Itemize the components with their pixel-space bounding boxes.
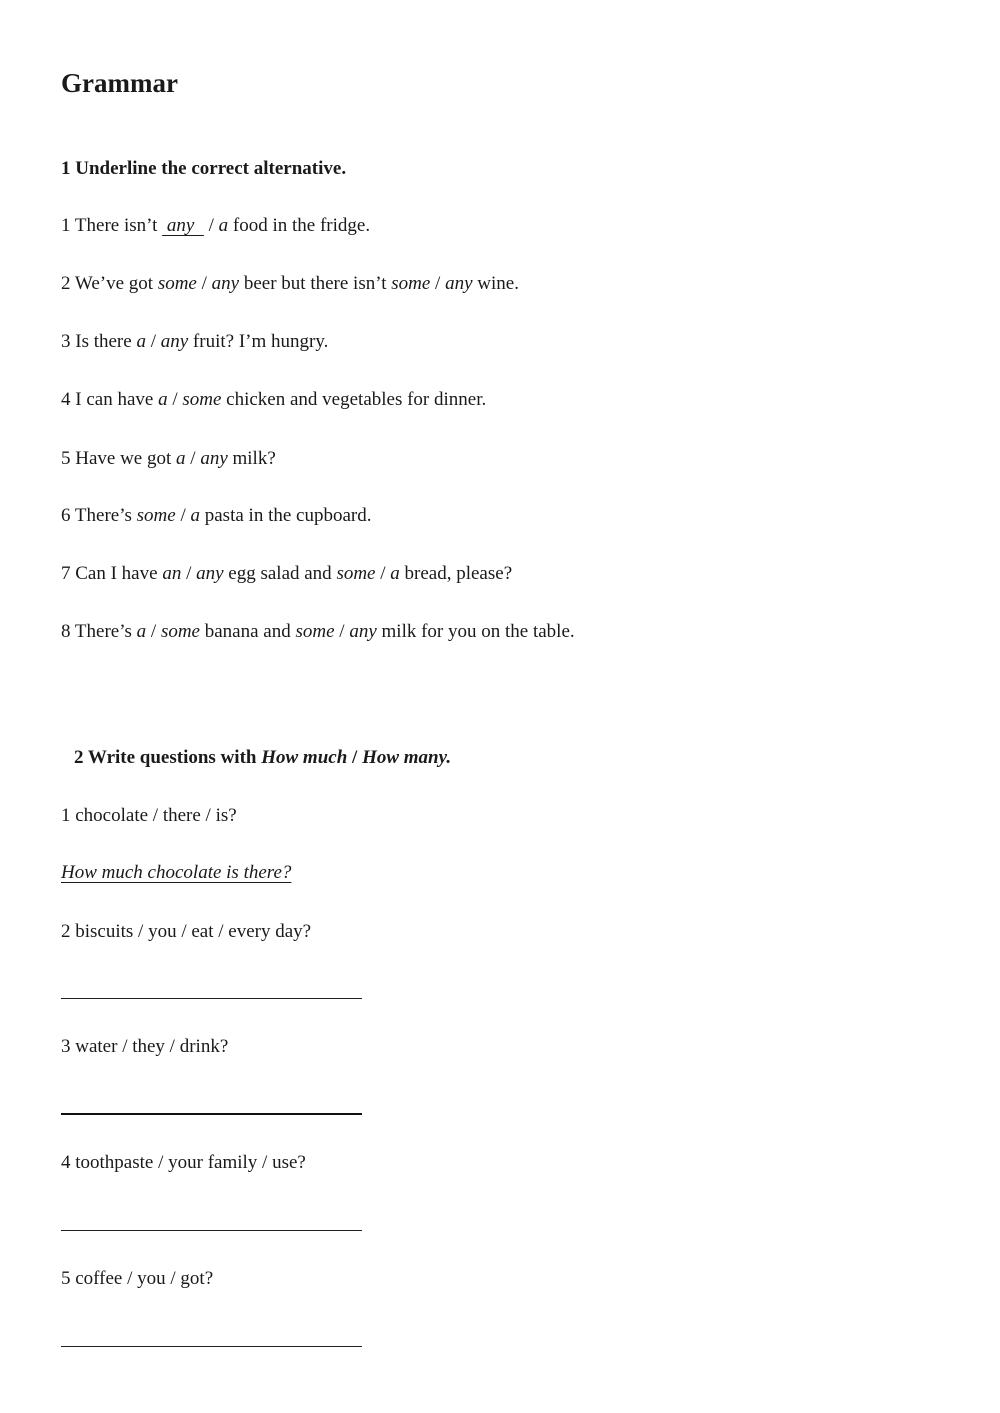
ex1-item-3 bbox=[61, 331, 328, 353]
alternative-option[interactable]: an bbox=[162, 563, 182, 584]
sentence-text: / bbox=[334, 621, 350, 642]
ex1-item-7 bbox=[61, 563, 512, 585]
ex2-prompt-4: 4 toothpaste / your family / use? bbox=[61, 1152, 306, 1173]
exercise-2-heading bbox=[74, 747, 451, 769]
alternative-option[interactable]: some bbox=[136, 505, 176, 526]
item-number: 5 bbox=[61, 448, 71, 469]
sentence-text: milk for you on the table. bbox=[376, 621, 575, 642]
heading-separator: / bbox=[347, 747, 363, 768]
ex1-item-1 bbox=[61, 215, 370, 237]
ex2-answer-blank-3[interactable] bbox=[61, 1113, 362, 1115]
ex2-prompt-3: 3 water / they / drink? bbox=[61, 1036, 229, 1057]
ex2-answer-blank-4[interactable] bbox=[61, 1230, 362, 1231]
sentence-text: pasta in the cupboard. bbox=[200, 505, 372, 526]
sentence-text: beer but there isn’t bbox=[239, 273, 392, 294]
alternative-option[interactable]: a bbox=[158, 389, 168, 410]
sentence-text: I can have bbox=[75, 389, 159, 410]
sentence-text: / bbox=[203, 215, 219, 236]
heading-text: 2 Write questions with bbox=[74, 747, 262, 768]
sentence-text: Have we got bbox=[75, 448, 177, 469]
ex2-answer-1: How much chocolate is there? bbox=[61, 862, 292, 883]
heading-how-much: How much bbox=[261, 747, 348, 768]
ex2-prompt-1: 1 chocolate / there / is? bbox=[61, 805, 237, 826]
item-number: 8 bbox=[61, 621, 71, 642]
sentence-text: / bbox=[167, 389, 183, 410]
alternative-option[interactable]: some bbox=[391, 273, 431, 294]
sentence-text: wine. bbox=[472, 273, 519, 294]
sentence-text: There’s bbox=[74, 505, 137, 526]
sentence-text: There isn’t bbox=[74, 215, 163, 236]
item-number: 1 bbox=[61, 215, 71, 236]
alternative-option[interactable]: any bbox=[200, 448, 228, 469]
sentence-text: There’s bbox=[74, 621, 137, 642]
alternative-option[interactable]: some bbox=[336, 563, 376, 584]
alternative-option[interactable]: any bbox=[445, 273, 473, 294]
sentence-text: We’ve got bbox=[74, 273, 158, 294]
exercise-1-heading: 1 Underline the correct alternative. bbox=[61, 158, 347, 179]
ex2-prompt-5: 5 coffee / you / got? bbox=[61, 1268, 214, 1289]
heading-how-many: How many. bbox=[362, 747, 452, 768]
sentence-text: / bbox=[185, 448, 201, 469]
alternative-option[interactable]: some bbox=[157, 273, 197, 294]
ex1-item-2 bbox=[61, 273, 519, 295]
alternative-option[interactable]: a bbox=[136, 331, 146, 352]
alternative-option[interactable]: any bbox=[160, 331, 189, 352]
item-number: 4 bbox=[61, 389, 71, 410]
item-number: 6 bbox=[61, 505, 71, 526]
ex1-item-4 bbox=[61, 389, 486, 411]
alternative-option[interactable]: a bbox=[190, 505, 200, 526]
alternative-option[interactable]: any bbox=[349, 621, 377, 642]
page-title: Grammar bbox=[61, 68, 178, 98]
alternative-option[interactable]: some bbox=[160, 621, 200, 642]
alternative-option[interactable]: a bbox=[176, 448, 186, 469]
sentence-text: banana and bbox=[200, 621, 296, 642]
ex2-answer-blank-5[interactable] bbox=[61, 1346, 362, 1347]
sentence-text: / bbox=[196, 273, 212, 294]
sentence-text: milk? bbox=[227, 448, 276, 469]
alternative-option[interactable]: a bbox=[390, 563, 400, 584]
sentence-text: Can I have bbox=[75, 563, 163, 584]
sentence-text: food in the fridge. bbox=[228, 215, 371, 236]
ex2-answer-blank-2[interactable] bbox=[61, 998, 362, 999]
sentence-text: / bbox=[430, 273, 446, 294]
alternative-option[interactable]: a bbox=[218, 215, 229, 236]
alternative-option[interactable]: some bbox=[295, 621, 335, 642]
sentence-text: / bbox=[145, 331, 161, 352]
ex1-item-8 bbox=[61, 621, 575, 643]
sentence-text: fruit? I’m hungry. bbox=[188, 331, 329, 352]
item-number: 2 bbox=[61, 273, 71, 294]
sentence-text: / bbox=[175, 505, 191, 526]
sentence-text: Is there bbox=[75, 331, 137, 352]
sentence-text: egg salad and bbox=[223, 563, 337, 584]
sentence-text: / bbox=[181, 563, 197, 584]
alternative-option[interactable]: any bbox=[211, 273, 240, 294]
sentence-text: / bbox=[375, 563, 391, 584]
item-number: 7 bbox=[61, 563, 71, 584]
alternative-option[interactable]: some bbox=[182, 389, 222, 410]
item-number: 3 bbox=[61, 331, 71, 352]
ex1-item-5 bbox=[61, 448, 276, 470]
example-answer: any bbox=[162, 215, 204, 236]
ex2-prompt-2: 2 biscuits / you / eat / every day? bbox=[61, 921, 312, 942]
alternative-option[interactable]: any bbox=[196, 563, 224, 584]
sentence-text: bread, please? bbox=[399, 563, 513, 584]
sentence-text: chicken and vegetables for dinner. bbox=[221, 389, 487, 410]
sentence-text: / bbox=[146, 621, 161, 642]
ex1-item-6 bbox=[61, 505, 371, 527]
alternative-option[interactable]: a bbox=[136, 621, 147, 642]
